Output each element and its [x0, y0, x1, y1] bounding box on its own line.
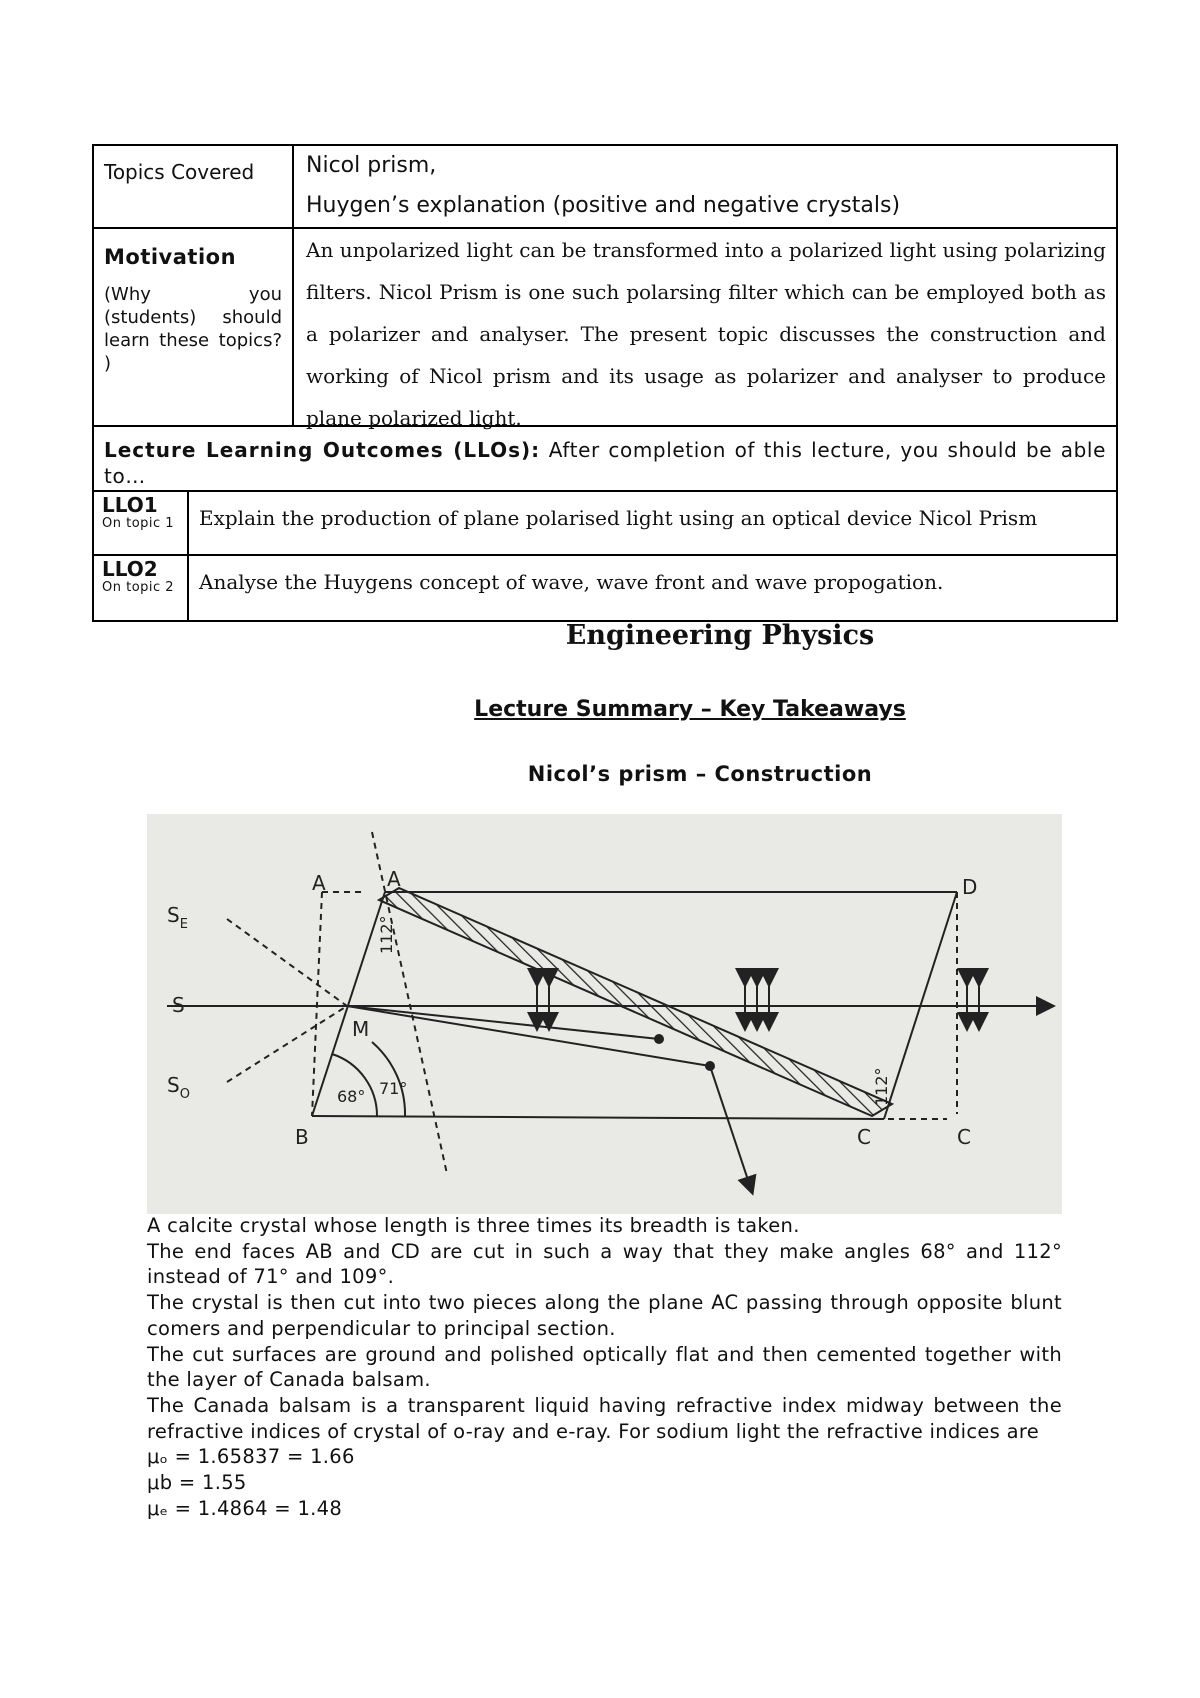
nicol-prism-diagram: [147, 814, 1062, 1214]
body-line-4: The cut surfaces are ground and polished optically flat and then cemented together with the layer of Canada balsam.: [147, 1342, 1062, 1392]
summary-heading: Lecture Summary – Key Takeaways: [474, 697, 906, 722]
mu-e: μₑ = 1.4864 = 1.48: [147, 1496, 343, 1520]
label-se: $S_E$: [167, 903, 188, 932]
llo1-id: LLO1: [102, 493, 158, 517]
label-m: M: [352, 1017, 370, 1041]
label-s: S: [172, 993, 185, 1017]
label-a-left: A: [312, 871, 326, 895]
llo1-text: Explain the production of plane polarised light using an optical device Nicol Prism: [199, 506, 1038, 530]
e-ray-dot: [705, 1061, 715, 1071]
mu-b: μb = 1.55: [147, 1471, 247, 1495]
llo2-row: [94, 556, 1116, 620]
topic-1: Nicol prism,: [306, 153, 437, 178]
label-d: D: [962, 875, 978, 899]
body-line-5: The Canada balsam is a transparent liquid having refractive index midway between the refractive indices of crystal of o-ray and e-ray. For sodium light the refractive indices are: [147, 1393, 1062, 1443]
llo2-text: Analyse the Huygens concept of wave, wave front and wave propogation.: [199, 570, 944, 594]
lecture-info-table: [92, 144, 1118, 622]
llo1-topic: On topic 1: [102, 516, 175, 531]
llo1-label-cell: [94, 492, 189, 554]
llo2-topic: On topic 2: [102, 580, 175, 595]
llo-heading: [94, 427, 1116, 490]
label-a-top: A: [387, 867, 401, 891]
construction-text: [147, 1213, 1062, 1521]
course-title: Engineering Physics: [565, 620, 875, 651]
body-line-1: A calcite crystal whose length is three times its breadth is taken.: [147, 1214, 800, 1237]
topics-value: [294, 146, 1116, 227]
motivation-label-cell: [94, 229, 294, 425]
llo-heading-bold: Lecture Learning Outcomes (LLOs):: [104, 438, 541, 462]
llo1-row: [94, 492, 1116, 556]
motivation-row: [94, 229, 1116, 430]
label-angle-112-left: 112°: [377, 915, 396, 954]
o-ray-dot: [654, 1034, 664, 1044]
label-b: B: [295, 1125, 309, 1149]
label-so: $S_O$: [167, 1073, 190, 1102]
llo2-label-cell: [94, 556, 189, 620]
mu-o: μₒ = 1.65837 = 1.66: [147, 1445, 355, 1469]
label-c-left: C: [857, 1125, 871, 1149]
label-angle-71: 71°: [379, 1079, 408, 1098]
body-line-3: The crystal is then cut into two pieces along the plane AC passing through opposite blunt comers and perpendicular to principal section.: [147, 1291, 1062, 1340]
body-line-2: The end faces AB and CD are cut in such a way that they make angles 68° and 112° instead of 71° and 109°.: [147, 1239, 1062, 1289]
topic-2: Huygen’s explanation (positive and negative crystals): [306, 193, 901, 218]
motivation-subtitle: (Why you (students) should learn these topics? ): [104, 284, 282, 374]
motivation-text: An unpolarized light can be transformed into a polarized light using polarizing filters. Nicol Prism is one such polarsing filter which can be employed both as a polarizer and analyser. The present topic discusses the construction and working of Nicol prism and its usage as polarizer and analyser to produce plane polarized light.: [306, 238, 1106, 430]
topics-row: [94, 146, 1116, 229]
label-c-right: C: [957, 1125, 971, 1149]
section-heading: Nicol’s prism – Construction: [527, 762, 873, 786]
llo-heading-row: [94, 427, 1116, 492]
label-angle-112-right: 112°: [872, 1067, 891, 1106]
diagram-background: [147, 814, 1062, 1214]
topics-label: Topics Covered: [94, 146, 294, 227]
motivation-title: Motivation: [104, 245, 237, 269]
llo2-id: LLO2: [102, 557, 158, 581]
llo-heading-rest: After completion of this lecture, you should be able to…: [104, 438, 1106, 488]
label-angle-68: 68°: [337, 1087, 366, 1106]
